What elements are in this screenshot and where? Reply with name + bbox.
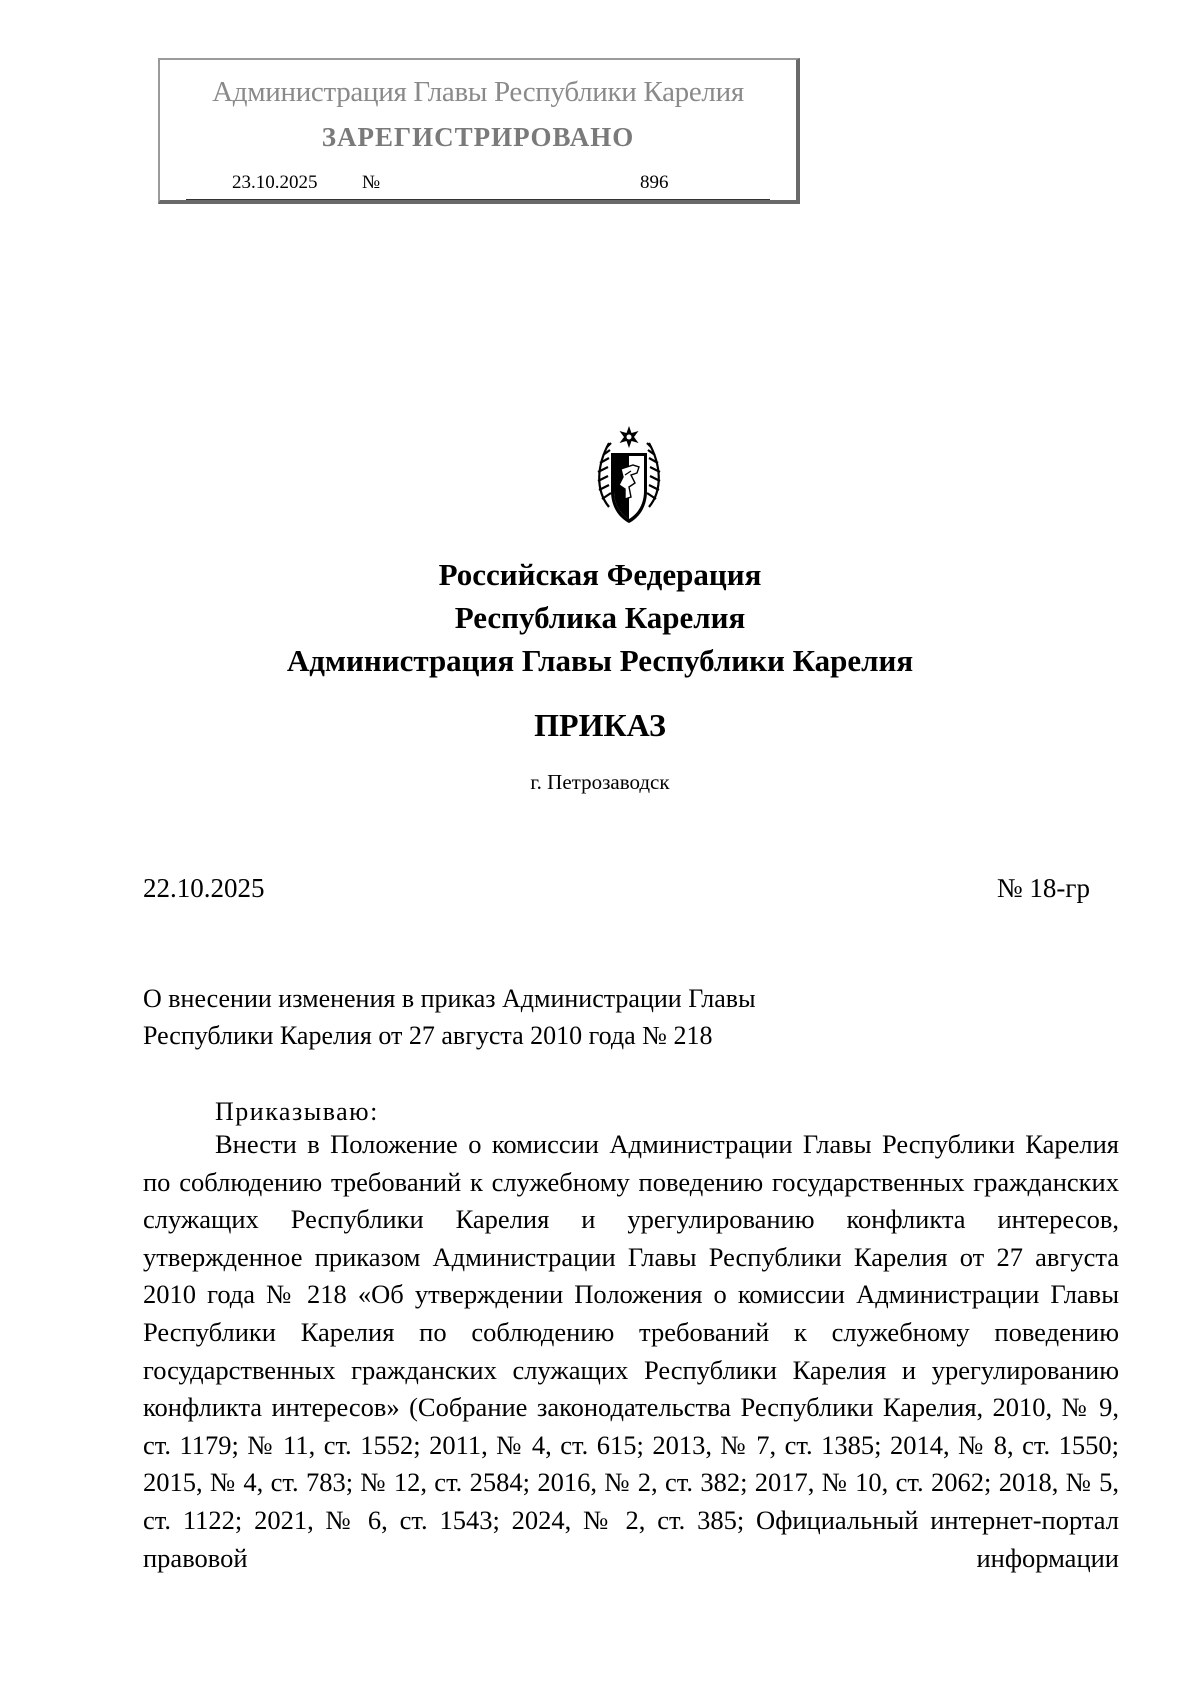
stamp-status: ЗАРЕГИСТРИРОВАНО bbox=[321, 122, 635, 152]
order-word: Приказываю: bbox=[215, 1097, 379, 1126]
stamp-number-sign: № bbox=[362, 172, 381, 193]
header-country: Российская Федерация bbox=[438, 557, 762, 592]
document-number: № 18-гр bbox=[996, 873, 1090, 903]
stamp-number: 896 bbox=[386, 172, 770, 200]
stamp-date: 23.10.2025 bbox=[186, 172, 386, 200]
document-body: Внести в Положение о комиссии Администрации Главы Республики Карелия по соблюдению требований к служебному поведению государственных гражданских служащих Республики Карелия и урегулированию конфликта интересов, утвержденное приказом Администрации Главы Республики Карелия от 27 августа 2010 года № 218 «Об утверждении Положения о комиссии Администрации Главы Республики Карелия по соблюдению требований к служебному поведению государственных гражданских служащих Республики Карелия и урегулированию конфликта интересов» (Собрание законодательства Республики Карелия, 2010, № 9, ст. 1179; № 11, ст. 1552; 2011, № 4, ст. 615; 2013, № 7, ст. 1385; 2014, № 8, ст. 1550; 2015, № 4, ст. 783; № 12, ст. 2584; 2016, № 2, ст. 382; 2017, № 10, ст. 2062; 2018, № 5, ст. 1122; 2021, № 6, ст. 1543; 2024, № 2, ст. 385; Официальный интернет-портал правовой информации bbox=[143, 1129, 1119, 1573]
header-authority: Администрация Главы Республики Карелия bbox=[286, 643, 914, 678]
document-city: г. Петрозаводск bbox=[530, 770, 670, 794]
document-type: ПРИКАЗ bbox=[534, 707, 666, 743]
stamp-organization: Администрация Главы Республики Карелия bbox=[212, 76, 744, 108]
header-republic: Республика Карелия bbox=[454, 600, 746, 635]
document-subject: О внесении изменения в приказ Администрации Главы Республики Карелия от 27 августа 2010 года № 218 bbox=[143, 984, 756, 1050]
document-date: 22.10.2025 bbox=[143, 873, 265, 903]
karelia-coat-of-arms-icon bbox=[585, 425, 673, 535]
registration-stamp bbox=[158, 58, 800, 204]
